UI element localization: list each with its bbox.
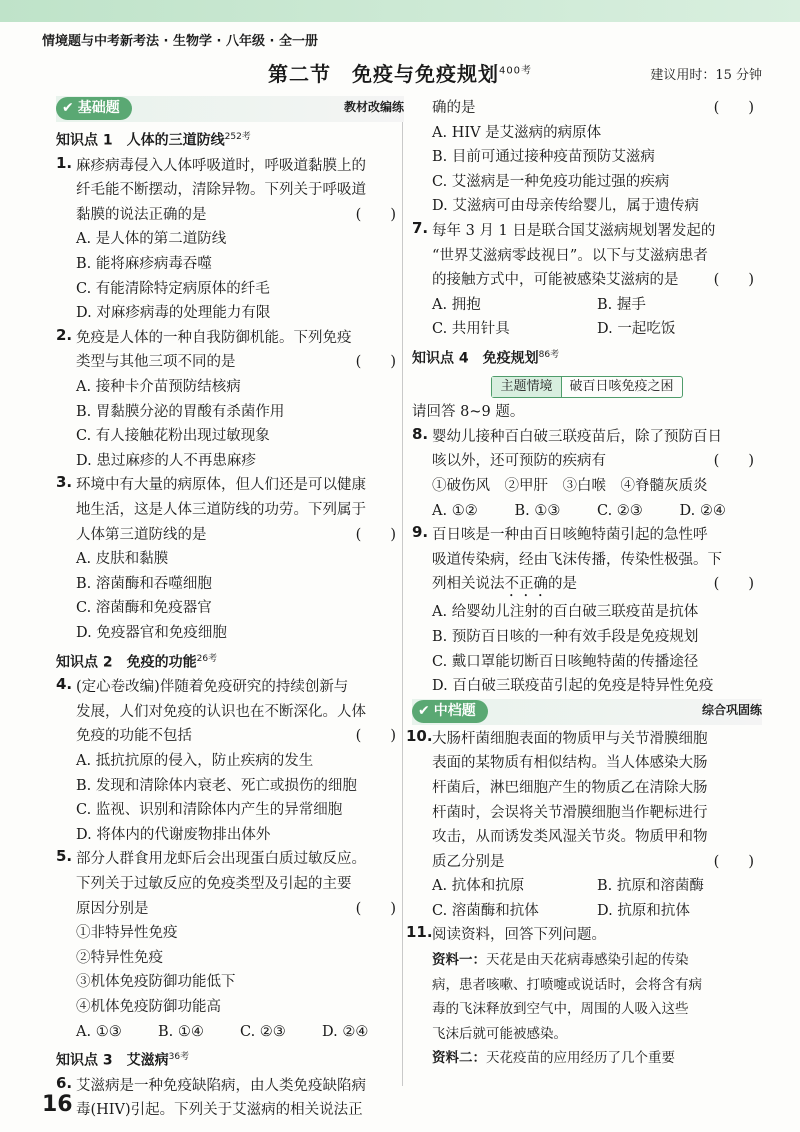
material-text: 飞沫后就可能被感染。 — [432, 1025, 567, 1042]
answer-parens: ( ) — [355, 206, 396, 223]
page-number: 16 — [42, 1092, 73, 1117]
question-line: 环境中有大量的病原体，但人们还是可以健康 — [76, 477, 366, 494]
theme-title: 破百日咳免疫之困 — [569, 378, 674, 394]
option: D. 抗原和抗体 — [597, 902, 690, 919]
material-label: 资料一： — [432, 952, 486, 969]
section-label: 中档题 — [433, 702, 476, 719]
option: C. 戴口罩能切断百日咳鲍特菌的传播途径 — [432, 653, 699, 670]
question-text: 的是 — [548, 576, 577, 593]
answer-parens: ( ) — [713, 100, 754, 116]
section-bar-basic — [56, 96, 404, 122]
question-number: 5. — [56, 847, 73, 866]
option: D. 将体内的代谢废物排出体外 — [76, 826, 271, 843]
question-line: 吸道传染病，经由飞沫传播，传染性极强。下 — [432, 551, 722, 568]
question-line: 攻击，从而诱发类风湿关节炎。物质甲和物 — [432, 829, 708, 846]
question-text: 类型与其他三项不同的是 — [76, 354, 236, 371]
question-text: 免疫的功能不包括 — [76, 728, 192, 745]
kp-sup: 86考 — [538, 349, 560, 360]
option: C. ②③ — [240, 1023, 286, 1040]
option: B. 能将麻疹病毒吞噬 — [76, 256, 212, 273]
statement-item: ④机体免疫防御功能高 — [76, 998, 221, 1015]
option: B. ①③ — [514, 502, 561, 519]
kp-sup: 252考 — [224, 132, 251, 142]
answer-parens: ( ) — [713, 576, 754, 593]
question-text: 质乙分别是 — [432, 853, 505, 870]
question-line — [432, 268, 762, 293]
kp-label: 知识点 2 免疫的功能 — [56, 654, 197, 671]
question-10 — [406, 726, 762, 875]
knowledge-point-4 — [412, 342, 762, 372]
material-text: 毒的飞沫释放到空气中，周围的人吸入这些 — [432, 1001, 689, 1018]
option: A. 抗体和抗原 — [432, 878, 525, 895]
title-sup: 400考 — [498, 65, 533, 77]
option: C. 有人接触花粉出现过敏现象 — [76, 428, 270, 445]
statement-items: ①破伤风 ②甲肝 ③白喉 ④脊髓灰质炎 — [432, 477, 708, 494]
question-line: 艾滋病是一种免疫缺陷病，由人类免疫缺陷病 — [76, 1077, 366, 1094]
options-row — [412, 317, 762, 342]
material-1 — [412, 948, 762, 1046]
question-8 — [412, 425, 762, 474]
question-number: 3. — [56, 473, 73, 492]
theme-banner — [412, 374, 762, 399]
material-2 — [412, 1046, 762, 1071]
question-line — [76, 350, 404, 375]
question-1 — [56, 154, 404, 228]
section-bar-mid — [412, 699, 762, 725]
option: D. 患过麻疹的人不再患麻疹 — [76, 452, 256, 469]
option: A. 是人体的第二道防线 — [76, 231, 227, 248]
question-text: 原因分别是 — [76, 900, 149, 917]
question-line — [432, 572, 762, 600]
question-9 — [412, 523, 762, 600]
right-column — [406, 96, 762, 1071]
option: C. 监视、识别和清除体内产生的异常细胞 — [76, 802, 343, 819]
knowledge-point-3 — [56, 1044, 404, 1074]
question-line — [432, 850, 762, 875]
option: B. ①④ — [158, 1023, 204, 1040]
options-row — [412, 293, 762, 318]
question-line: (定心卷改编)伴随着免疫研究的持续创新与 — [76, 679, 349, 696]
section-label: 基础题 — [77, 100, 120, 116]
question-3 — [56, 473, 404, 547]
option: A. ①② — [432, 502, 478, 519]
option: A. 接种卡介苗预防结核病 — [76, 379, 241, 395]
question-line: 免疫是人体的一种自我防御机能。下列免疫 — [76, 329, 352, 346]
question-group-intro: 请回答 8~9 题。 — [412, 404, 525, 421]
check-icon: ✔ — [418, 702, 430, 719]
option: D. 对麻疹病毒的处理能力有限 — [76, 305, 271, 322]
question-text: 咳以外，还可预防的疾病有 — [432, 453, 606, 470]
suggested-time: 建议用时：15 分钟 — [650, 68, 762, 83]
question-number: 4. — [56, 675, 73, 694]
emphasis-text: 不正确 — [504, 576, 548, 593]
section-tag: 教材改编练 — [343, 100, 404, 114]
question-2 — [56, 326, 404, 375]
options-row — [412, 874, 762, 899]
kp-sup: 36考 — [168, 1052, 190, 1063]
option: B. 预防百日咳的一种有效手段是免疫规划 — [432, 628, 699, 645]
option: D. 艾滋病可由母亲传给婴儿，属于遗传病 — [432, 198, 699, 215]
answer-parens: ( ) — [355, 728, 396, 745]
option: D. ②④ — [322, 1023, 369, 1040]
option: B. 胃黏膜分泌的胃酸有杀菌作用 — [76, 403, 285, 420]
option: C. 共用针具 — [432, 321, 510, 338]
question-text: 的接触方式中，可能被感染艾滋病的是 — [432, 272, 679, 289]
question-line: 麻疹病毒侵入人体呼吸道时，呼吸道黏膜上的 — [76, 157, 366, 174]
question-line — [76, 724, 404, 749]
statement-item: ②特异性免疫 — [76, 949, 163, 966]
answer-parens: ( ) — [713, 272, 754, 289]
option: C. 溶菌酶和免疫器官 — [76, 600, 212, 617]
knowledge-point-2 — [56, 646, 404, 676]
question-line — [432, 96, 762, 121]
section-pill-mid — [412, 700, 488, 723]
answer-parens: ( ) — [355, 526, 396, 543]
option: B. 抗原和溶菌酶 — [597, 878, 704, 895]
question-line: 纤毛能不断摆动，清除异物。下列关于呼吸道 — [76, 182, 366, 199]
question-text: 列相关说法 — [432, 576, 505, 593]
question-line — [76, 203, 404, 228]
material-text: 天花是由天花病毒感染引起的传染 — [486, 952, 689, 969]
question-number: 11. — [406, 923, 433, 942]
question-4 — [56, 675, 404, 749]
option: C. 有能清除特定病原体的纤毛 — [76, 280, 270, 297]
left-column — [56, 96, 404, 1123]
question-6 — [56, 1074, 404, 1123]
option: D. 免疫器官和免疫细胞 — [76, 624, 227, 641]
question-line: 下列关于过敏反应的免疫类型及引起的主要 — [76, 875, 352, 892]
statement-item: ③机体免疫防御功能低下 — [76, 974, 236, 991]
knowledge-point-1 — [56, 124, 404, 154]
question-number: 9. — [412, 523, 429, 542]
material-text: 天花疫苗的应用经历了几个重要 — [486, 1050, 675, 1067]
material-text: 病，患者咳嗽、打喷嚏或说话时，会将含有病 — [432, 976, 702, 993]
section-pill-basic — [56, 97, 132, 120]
question-number: 10. — [406, 726, 433, 745]
option: C. ②③ — [597, 502, 643, 519]
question-text: 确的是 — [432, 100, 476, 116]
question-line: 部分人群食用龙虾后会出现蛋白质过敏反应。 — [76, 851, 366, 868]
option: C. 溶菌酶和抗体 — [432, 902, 539, 919]
statement-item: ①非特异性免疫 — [76, 925, 178, 942]
question-6-cont — [412, 96, 762, 121]
title-text: 第二节 免疫与免疫规划 — [267, 62, 499, 86]
option: B. 目前可通过接种疫苗预防艾滋病 — [432, 149, 655, 166]
question-text: 人体第三道防线的是 — [76, 526, 207, 543]
question-line: 杆菌后，淋巴细胞产生的物质乙在清除大肠 — [432, 779, 708, 796]
question-11 — [406, 923, 762, 948]
question-line: 杆菌时，会误将关节滑膜细胞当作靶标进行 — [432, 804, 708, 821]
question-line: 发展，人们对免疫的认识也在不断深化。人体 — [76, 703, 366, 720]
question-7 — [412, 219, 762, 293]
theme-box — [491, 376, 682, 398]
option: D. 百白破三联疫苗引起的免疫是特异性免疫 — [432, 678, 714, 695]
option: B. 发现和清除体内衰老、死亡或损伤的细胞 — [76, 777, 357, 794]
options-row — [412, 899, 762, 924]
answer-parens: ( ) — [355, 900, 396, 917]
question-line: “世界艾滋病零歧视日”。以下与艾滋病患者 — [432, 247, 708, 264]
theme-label: 主题情境 — [492, 377, 561, 397]
question-line: 婴幼儿接种百白破三联疫苗后，除了预防百日 — [432, 428, 722, 445]
option: A. 抵抗抗原的侵入，防止疾病的发生 — [76, 752, 314, 769]
question-number: 8. — [412, 424, 429, 443]
question-number: 2. — [56, 325, 73, 344]
option: A. 给婴幼儿注射的百白破三联疫苗是抗体 — [432, 604, 699, 621]
option: D. 一起吃饭 — [597, 321, 676, 338]
kp-label: 知识点 1 人体的三道防线 — [56, 132, 225, 149]
option: A. 皮肤和黏膜 — [76, 551, 169, 568]
question-5 — [56, 847, 404, 921]
question-line: 大肠杆菌细胞表面的物质甲与关节滑膜细胞 — [432, 730, 708, 747]
question-line: 阅读资料，回答下列问题。 — [432, 927, 606, 944]
option: C. 艾滋病是一种免疫功能过强的疾病 — [432, 173, 670, 190]
question-number: 1. — [56, 153, 73, 172]
question-line — [76, 523, 404, 548]
question-number: 6. — [56, 1073, 73, 1092]
answer-parens: ( ) — [355, 354, 396, 371]
kp-sup: 26考 — [196, 653, 218, 664]
option: A. ①③ — [76, 1023, 122, 1040]
kp-label: 知识点 3 艾滋病 — [56, 1052, 169, 1069]
top-color-band — [0, 0, 800, 22]
running-head: 情境题与中考新考法 · 生物学 · 八年级 · 全一册 — [42, 34, 318, 49]
kp-label: 知识点 4 免疫规划 — [412, 350, 539, 367]
option: A. HIV 是艾滋病的病原体 — [432, 124, 602, 141]
question-line: 地生活，这是人体三道防线的功劳。下列属于 — [76, 501, 366, 518]
option: A. 拥抱 — [432, 296, 481, 313]
answer-parens: ( ) — [713, 453, 754, 470]
question-line: 毒(HIV)引起。下列关于艾滋病的相关说法正 — [76, 1102, 363, 1119]
section-tag: 综合巩固练 — [701, 702, 762, 717]
question-text: 黏膜的说法正确的是 — [76, 206, 207, 223]
option: B. 溶菌酶和吞噬细胞 — [76, 575, 212, 592]
question-line: 百日咳是一种由百日咳鲍特菌引起的急性呼 — [432, 527, 708, 544]
question-line — [432, 449, 762, 474]
option: D. ②④ — [679, 502, 726, 519]
material-label: 资料二： — [432, 1050, 486, 1067]
options-row — [56, 1020, 404, 1045]
question-line: 每年 3 月 1 日是联合国艾滋病规划署发起的 — [432, 222, 716, 239]
question-number: 7. — [412, 218, 429, 237]
option: B. 握手 — [597, 296, 646, 313]
question-line — [76, 897, 404, 922]
question-line: 表面的某物质有相似结构。当人体感染大肠 — [432, 755, 708, 772]
check-icon: ✔ — [62, 100, 74, 116]
options-row — [412, 499, 762, 524]
answer-parens: ( ) — [713, 853, 754, 870]
